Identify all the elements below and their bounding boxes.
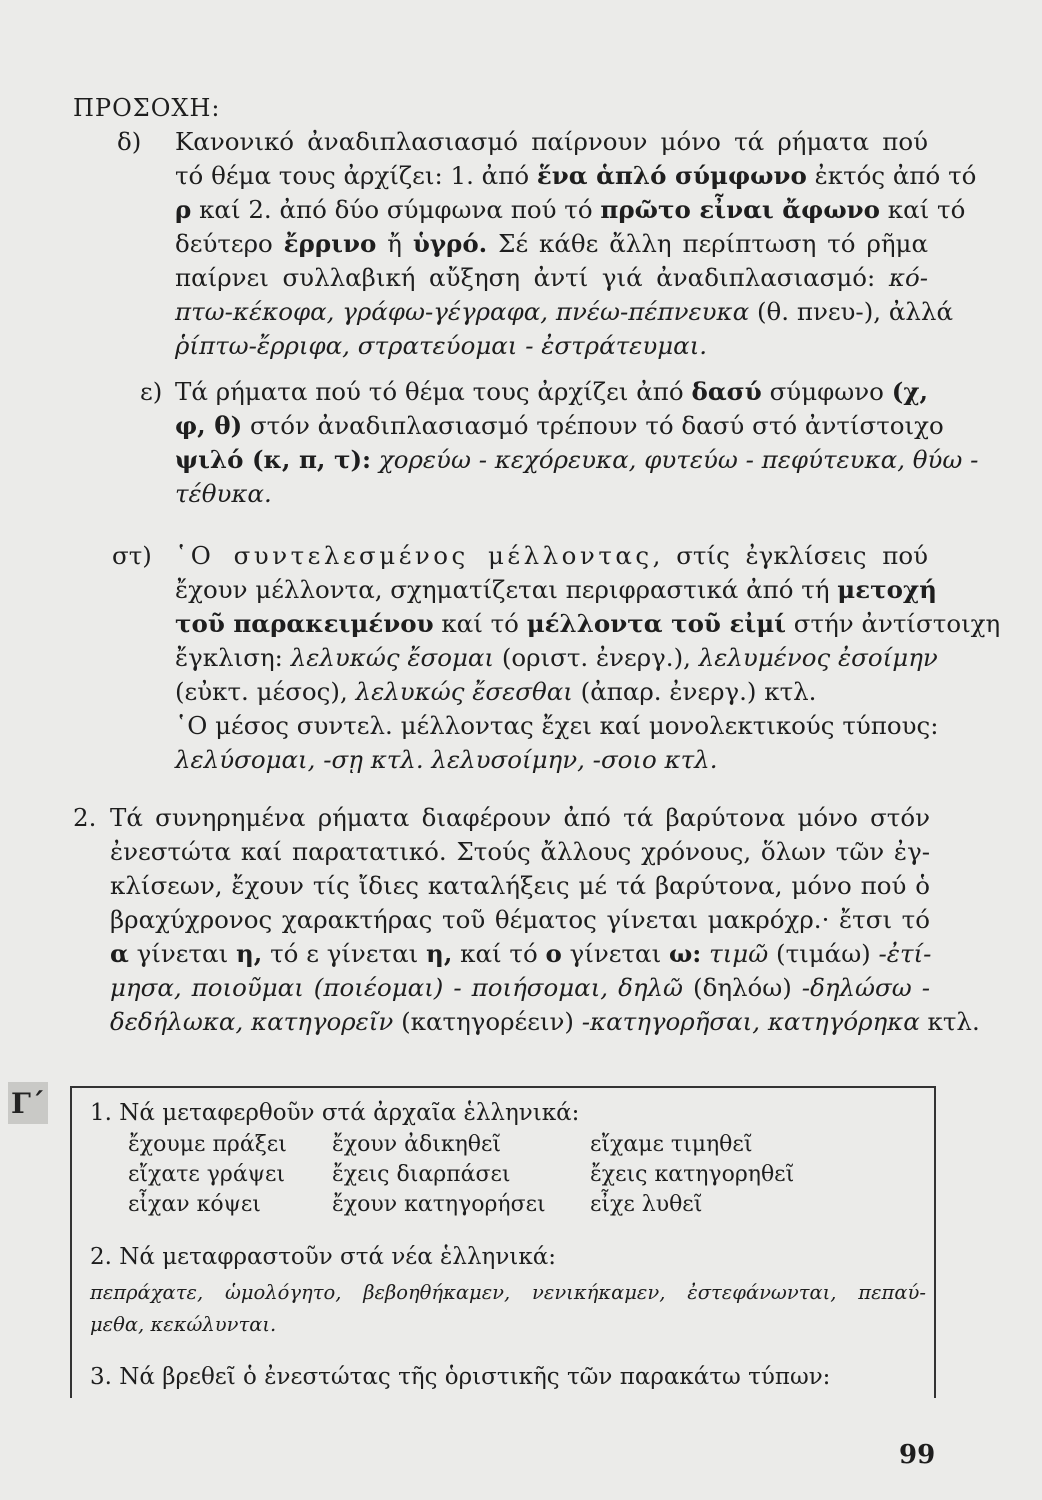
- item-two-marker: 2.: [73, 803, 97, 832]
- two-line-4: βραχύχρονος χαρακτήρας τοῦ θέματος γίνεται μακρόχρ.· ἔτσι τό: [110, 905, 930, 934]
- heading-prosoxi: ΠΡΟΣΟΧΗ:: [73, 94, 221, 122]
- epsilon-line-2: φ, θ) στόν ἀναδιπλασιασμό τρέπουν τό δασύ στό ἀντίστοιχο: [175, 411, 944, 440]
- st-line-6: ῾Ο μέσος συντελ. μέλλοντας ἔχει καί μονολεκτικούς τύπους:: [175, 711, 939, 740]
- item-epsilon-marker: ε): [140, 377, 163, 406]
- exercise-1-col-2: ἔχουν ἀδικηθεῖ ἔχεις διαρπάσει ἔχουν κατηγορήσει: [332, 1132, 546, 1217]
- item-st-marker: στ): [112, 541, 152, 570]
- two-line-5: α γίνεται η, τό ε γίνεται η, καί τό ο γίνεται ω: τιμῶ (τιμάω) -ἐτί-: [110, 939, 932, 968]
- section-gamma-mark: Γ΄: [8, 1082, 48, 1124]
- st-line-7: λελύσομαι, -σῃ κτλ. λελυσοίμην, -σοιο κτλ.: [175, 745, 718, 774]
- delta-line-1: Κανονικό ἀναδιπλασιασμό παίρνουν μόνο τά ρήματα πού: [175, 127, 928, 156]
- exercise-2-title: 2. Νά μεταφραστοῦν στά νέα ἑλληνικά:: [90, 1244, 556, 1270]
- exercise-1-col-1: ἔχουμε πράξει εἴχατε γράψει εἶχαν κόψει: [128, 1132, 287, 1217]
- exercise-2-line-2: μεθα, κεκώλυνται.: [90, 1313, 277, 1336]
- delta-line-7: ῥίπτω-ἔρριφα, στρατεύομαι - ἐστράτευμαι.: [175, 331, 708, 360]
- exercise-3-title: 3. Νά βρεθεῖ ὁ ἐνεστώτας τῆς ὁριστικῆς τῶν παρακάτω τύπων:: [90, 1364, 831, 1390]
- delta-line-3: ρ καί 2. ἀπό δύο σύμφωνα πού τό πρῶτο εἶναι ἄφωνο καί τό: [175, 195, 966, 224]
- two-line-6: μησα, ποιοῦμαι (ποιέομαι) - ποιήσομαι, δηλῶ (δηλόω) -δηλώσω -: [110, 973, 930, 1002]
- delta-line-6: πτω-κέκοφα, γράφω-γέγραφα, πνέω-πέπνευκα (θ. πνευ-), ἀλλά: [175, 297, 953, 326]
- two-line-3: κλίσεων, ἔχουν τίς ἴδιες καταλήξεις μέ τά βαρύτονα, μόνο πού ὁ: [110, 871, 930, 900]
- delta-line-2: τό θέμα τους ἀρχίζει: 1. ἀπό ἕνα ἁπλό σύμφωνο ἐκτός ἀπό τό: [175, 161, 977, 190]
- item-delta-marker: δ): [117, 127, 142, 156]
- delta-line-4: δεύτερο ἔρρινο ἤ ὑγρό. Σέ κάθε ἄλλη περίπτωση τό ρῆμα: [175, 229, 928, 258]
- st-line-3: τοῦ παρακειμένου καί τό μέλλοντα τοῦ εἰμί στήν ἀντίστοιχη: [175, 609, 1001, 638]
- st-line-4: ἔγκλιση: λελυκώς ἔσομαι (οριστ. ἐνεργ.), λελυμένος ἐσοίμην: [175, 643, 938, 672]
- exercise-1-col-3: εἴχαμε τιμηθεῖ ἔχεις κατηγορηθεῖ εἶχε λυθεῖ: [590, 1132, 795, 1217]
- st-line-1: ῾Ο συντελεσμένος μέλλοντας, στίς ἐγκλίσεις πού: [175, 541, 929, 570]
- epsilon-line-4: τέθυκα.: [175, 479, 272, 508]
- two-line-1: Τά συνηρημένα ρήματα διαφέρουν ἀπό τά βαρύτονα μόνο στόν: [110, 803, 930, 832]
- st-line-5: (εὐκτ. μέσος), λελυκώς ἔσεσθαι (ἀπαρ. ἐνεργ.) κτλ.: [175, 677, 817, 706]
- st-line-2: ἔχουν μέλλοντα, σχηματίζεται περιφραστικά ἀπό τή μετοχή: [175, 575, 937, 604]
- page-number: 99: [899, 1440, 936, 1470]
- epsilon-line-3: ψιλό (κ, π, τ): χορεύω - κεχόρευκα, φυτεύω - πεφύτευκα, θύω -: [175, 445, 979, 474]
- two-line-2: ἐνεστώτα καί παρατατικό. Στούς ἄλλους χρόνους, ὅλων τῶν ἐγ-: [110, 837, 930, 866]
- exercises-box: [70, 1086, 936, 1398]
- exercise-1-title: 1. Νά μεταφερθοῦν στά ἀρχαῖα ἑλληνικά:: [90, 1100, 580, 1126]
- epsilon-line-1: Τά ρήματα πού τό θέμα τους ἀρχίζει ἀπό δασύ σύμφωνο (χ,: [175, 377, 928, 406]
- exercise-2-line-1: πεπράχατε, ὡμολόγητο, βεβοηθήκαμεν, νενικήκαμεν, ἐστεφάνωνται, πεπαύ-: [90, 1281, 926, 1304]
- two-line-7: δεδήλωκα, κατηγορεῖν (κατηγορέειν) -κατηγορῆσαι, κατηγόρηκα κτλ.: [110, 1007, 980, 1036]
- delta-line-5: παίρνει συλλαβική αὔξηση ἀντί γιά ἀναδιπλασιασμό: κό-: [175, 263, 928, 292]
